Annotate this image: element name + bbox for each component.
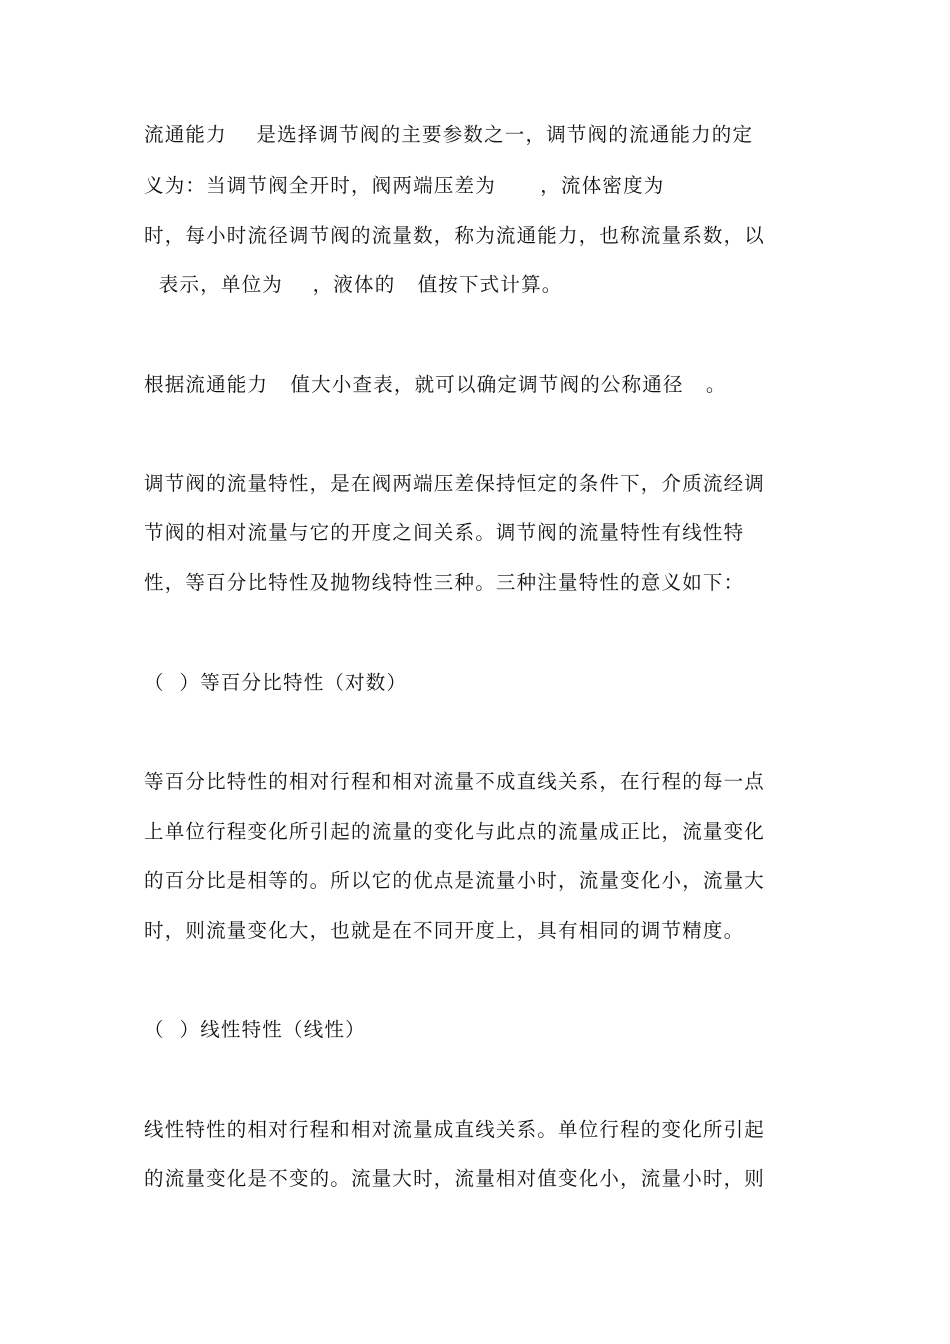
text-line: 时，每小时流径调节阀的流量数，称为流通能力，也称流量系数，以 [144,224,766,247]
text-line: 表示，单位为 ，液体的 值按下式计算。 [144,273,563,296]
text-line: 等百分比特性的相对行程和相对流量不成直线关系，在行程的每一点 [144,770,766,793]
section-heading-linear: （ ）线性特性（线性） [144,1018,366,1041]
text-line: 的百分比是相等的。所以它的优点是流量小时，流量变化小，流量大 [144,869,766,892]
text-line: 时，则流量变化大，也就是在不同开度上，具有相同的调节精度。 [144,919,745,942]
text-line: 流通能力 是选择调节阀的主要参数之一，调节阀的流通能力的定 [144,123,754,146]
text-line: 节阀的相对流量与它的开度之间关系。调节阀的流量特性有线性特 [144,521,745,544]
text-line: 上单位行程变化所引起的流量的变化与此点的流量成正比，流量变化 [144,820,766,843]
text-line: 性，等百分比特性及抛物线特性三种。三种注量特性的意义如下： [144,571,745,594]
text-line: 的流量变化是不变的。流量大时，流量相对值变化小，流量小时，则 [144,1167,766,1190]
text-line: 线性特性的相对行程和相对流量成直线关系。单位行程的变化所引起 [144,1118,766,1141]
text-line: 根据流通能力 值大小查表，就可以确定调节阀的公称通径 。 [144,373,727,396]
text-line: 调节阀的流量特性，是在阀两端压差保持恒定的条件下，介质流经调 [144,472,766,495]
section-heading-equal-percentage: （ ）等百分比特性（对数） [144,671,408,694]
text-line: 义为：当调节阀全开时，阀两端压差为 ，流体密度为 [144,174,665,197]
